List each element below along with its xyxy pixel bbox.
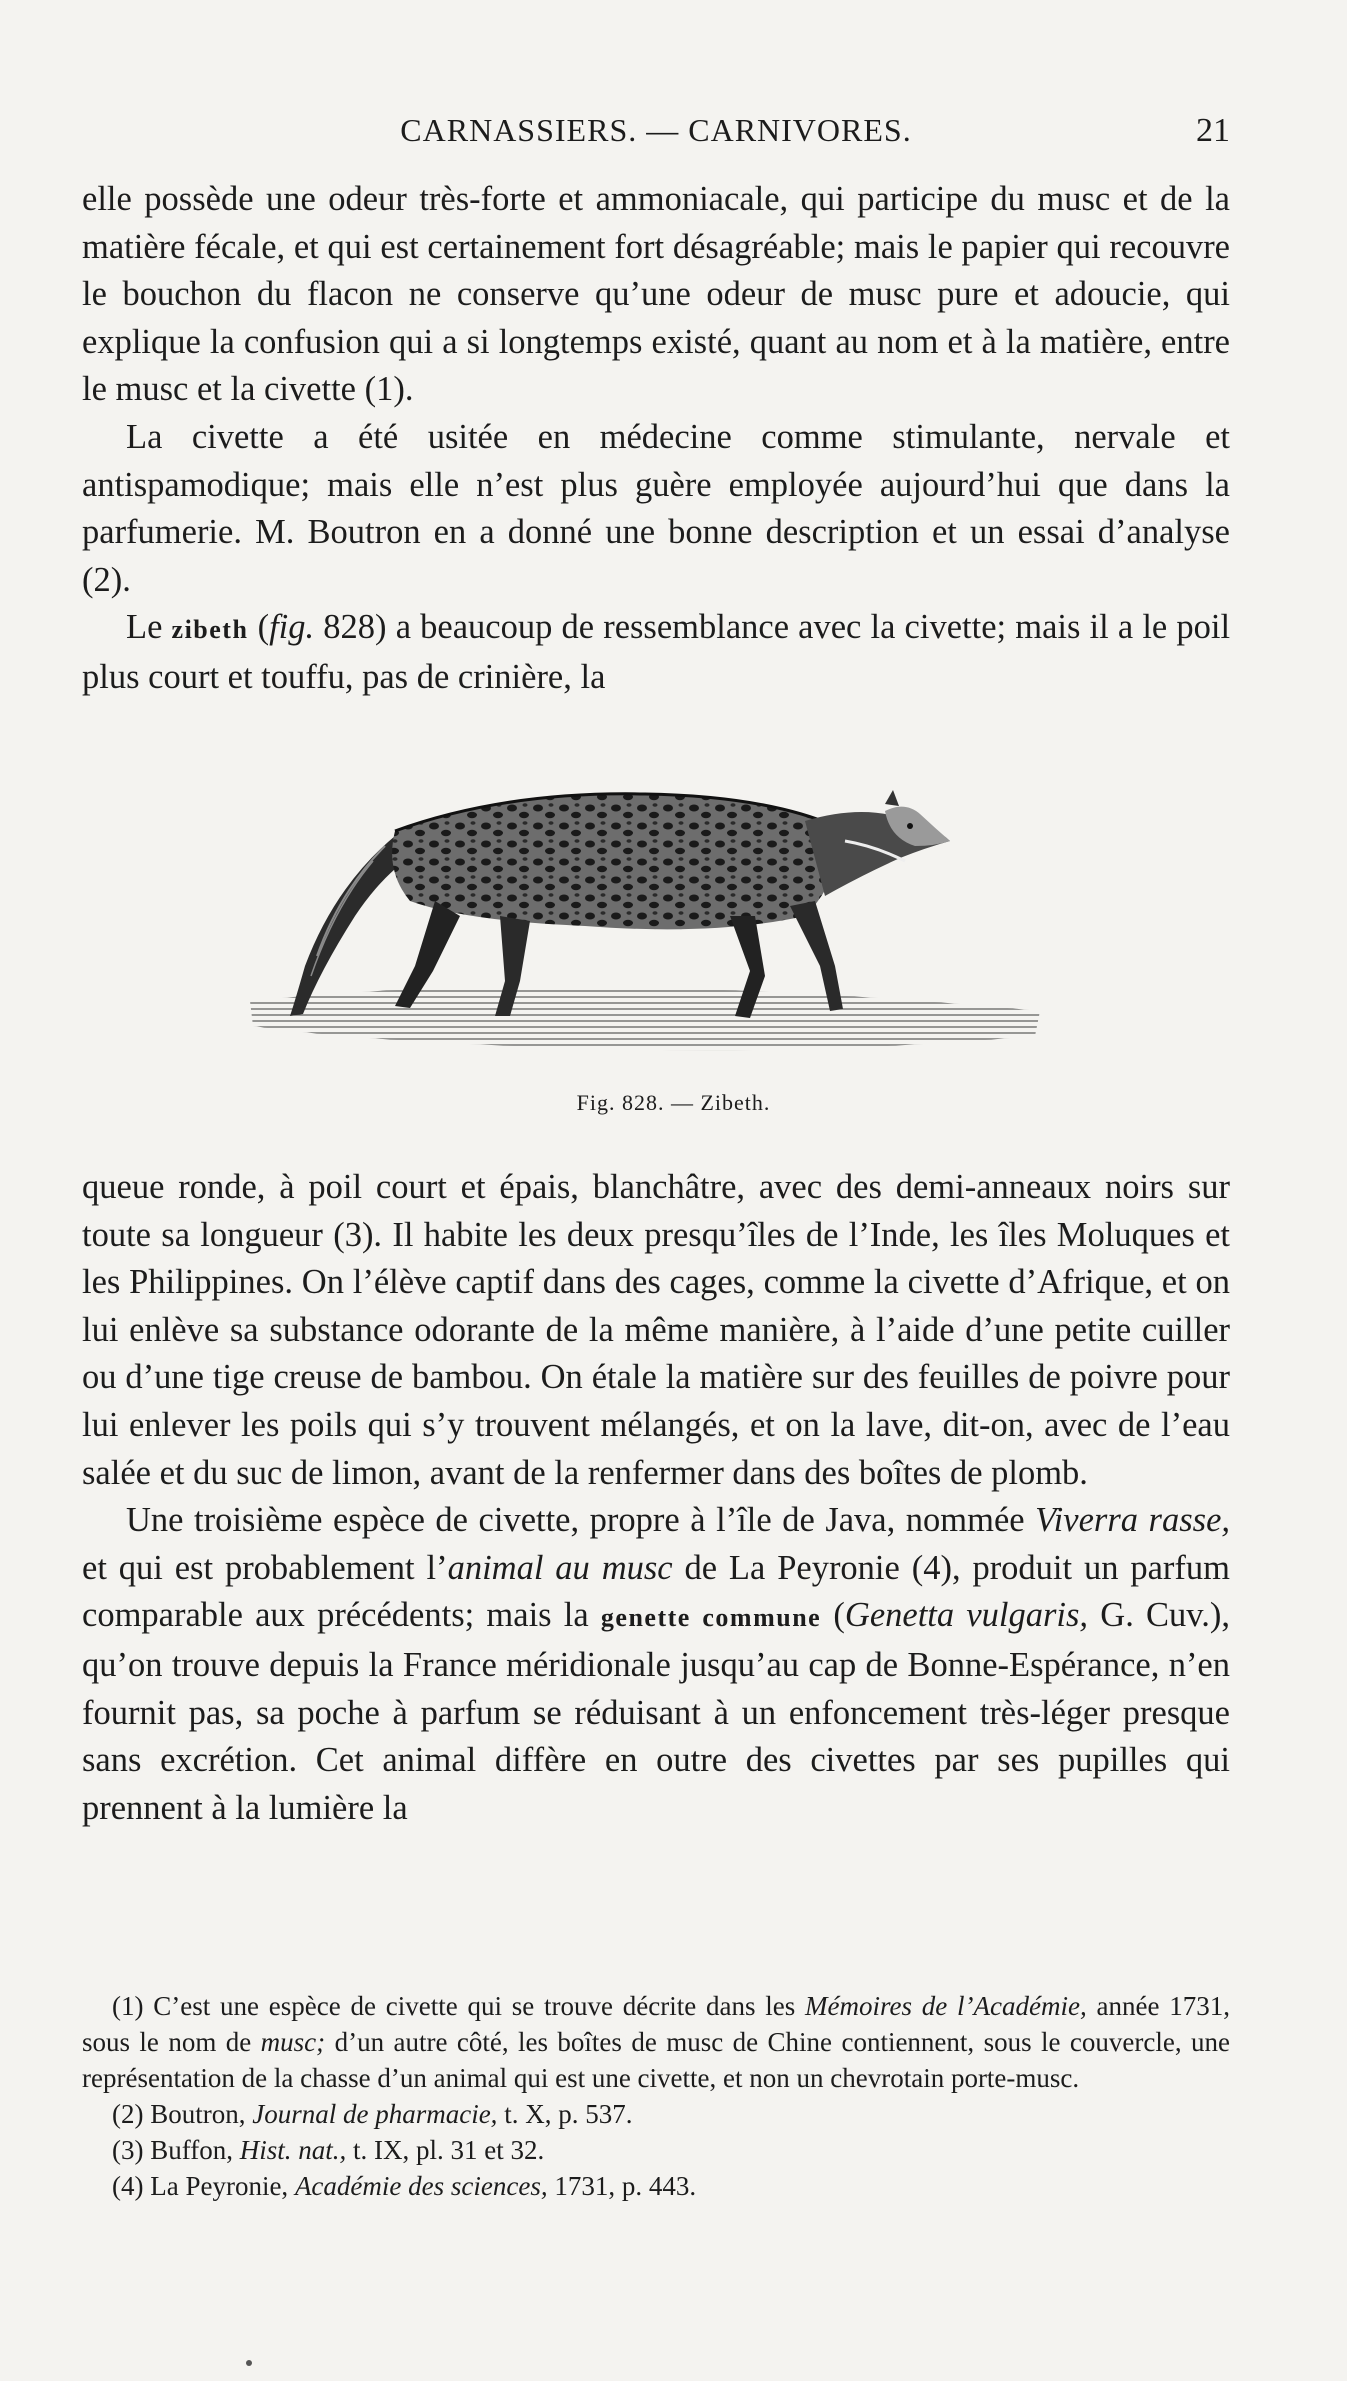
ink-speck bbox=[246, 2360, 252, 2366]
footnote-4: (4) La Peyronie, Académie des sciences, 1731, p. 443. bbox=[112, 2171, 697, 2201]
paragraph-3-text: a beaucoup de ressemblance avec la civette; mais il a le poil plus court et touffu, pas de crinière, la bbox=[82, 608, 1231, 696]
page-number: 21 bbox=[1196, 112, 1230, 149]
species-viverra-rasse: Viverra rasse, bbox=[1035, 1501, 1231, 1540]
footnote-1: (1) C’est une espèce de civette qui se trouve décrite dans les Mémoires de l’Académie, année 1731, sous le nom de musc; d’un autre côté, les boîtes de musc de Chine contiennent, sous le couvercle, une représentation de la chasse d’un animal qui est une civette, et non un chevrotain porte-musc. bbox=[82, 1991, 1231, 2093]
body-text-lower bbox=[82, 1164, 1230, 1832]
paragraph-3-lead: Le bbox=[126, 608, 163, 647]
paragraph-4: Une troisième espèce de civette, propre à l’île de Java, nommée Viverra rasse, et qui est probablement l’animal au musc de La Peyronie (4), produit un parfum comparable aux précédents; mais la genette commune (Genetta vulgaris, G. Cuv.), qu’on trouve depuis la France méridionale jusqu’au cap de Bonne-Espérance, n’en fournit pas, sa poche à parfum se réduisant à un enfoncement très-léger presque sans excrétion. Cet animal diffère en outre des civettes par ses pupilles qui prennent à la lumière la bbox=[82, 1501, 1231, 1827]
figure-reference: (fig. 828) bbox=[257, 608, 387, 647]
species-genetta-vulgaris: Genetta vulgaris, bbox=[844, 1596, 1089, 1635]
running-title: CARNASSIERS. — CARNIVORES. bbox=[400, 112, 912, 148]
page-header bbox=[82, 112, 1230, 162]
paragraph-1: elle possède une odeur très-forte et ammoniacale, qui participe du musc et de la matière fécale, et qui est certainement fort désagréable; mais le papier qui recouvre le bouchon du flacon ne conserve qu’une odeur de musc pure et adoucie, qui explique la confusion qui a si longtemps existé, quant au nom et à la matière, entre le musc et la civette (1). bbox=[82, 180, 1230, 409]
zibeth-engraving bbox=[245, 766, 1045, 1076]
term-zibeth: zibeth bbox=[171, 615, 249, 645]
footnote-2: (2) Boutron, Journal de pharmacie, t. X, p. 537. bbox=[112, 2099, 633, 2129]
footnotes bbox=[82, 1988, 1230, 2204]
body-text-upper bbox=[82, 176, 1230, 702]
paragraph-2: La civette a été usitée en médecine comme stimulante, nervale et antispamodique; mais elle n’est plus guère employée aujourd’hui que dans la parfumerie. M. Boutron en a donné une bonne description et un essai d’analyse (2). bbox=[82, 417, 1230, 599]
figure-caption: Fig. 828. — Zibeth. bbox=[576, 1090, 771, 1115]
footnote-3: (3) Buffon, Hist. nat., t. IX, pl. 31 et 32. bbox=[112, 2135, 545, 2165]
term-genette-commune: genette commune bbox=[600, 1603, 822, 1633]
paragraph-3 bbox=[82, 604, 1230, 701]
paragraph-3-continued: queue ronde, à poil court et épais, blanchâtre, avec des demi-anneaux noirs sur toute sa longueur (3). Il habite les deux presqu’îles de l’Inde, les îles Moluques et les Philippines. On l’élève captif dans des cages, comme la civette d’Afrique, et on lui enlève sa substance odorante de la même manière, à l’aide d’une petite cuiller ou d’une tige creuse de bambou. On étale la matière sur des feuilles de poivre pour lui enlever les poils qui s’y trouvent mélangés, et on la lave, dit-on, avec de l’eau salée et du suc de limon, avant de la renfermer dans des boîtes de plomb. bbox=[82, 1168, 1230, 1492]
